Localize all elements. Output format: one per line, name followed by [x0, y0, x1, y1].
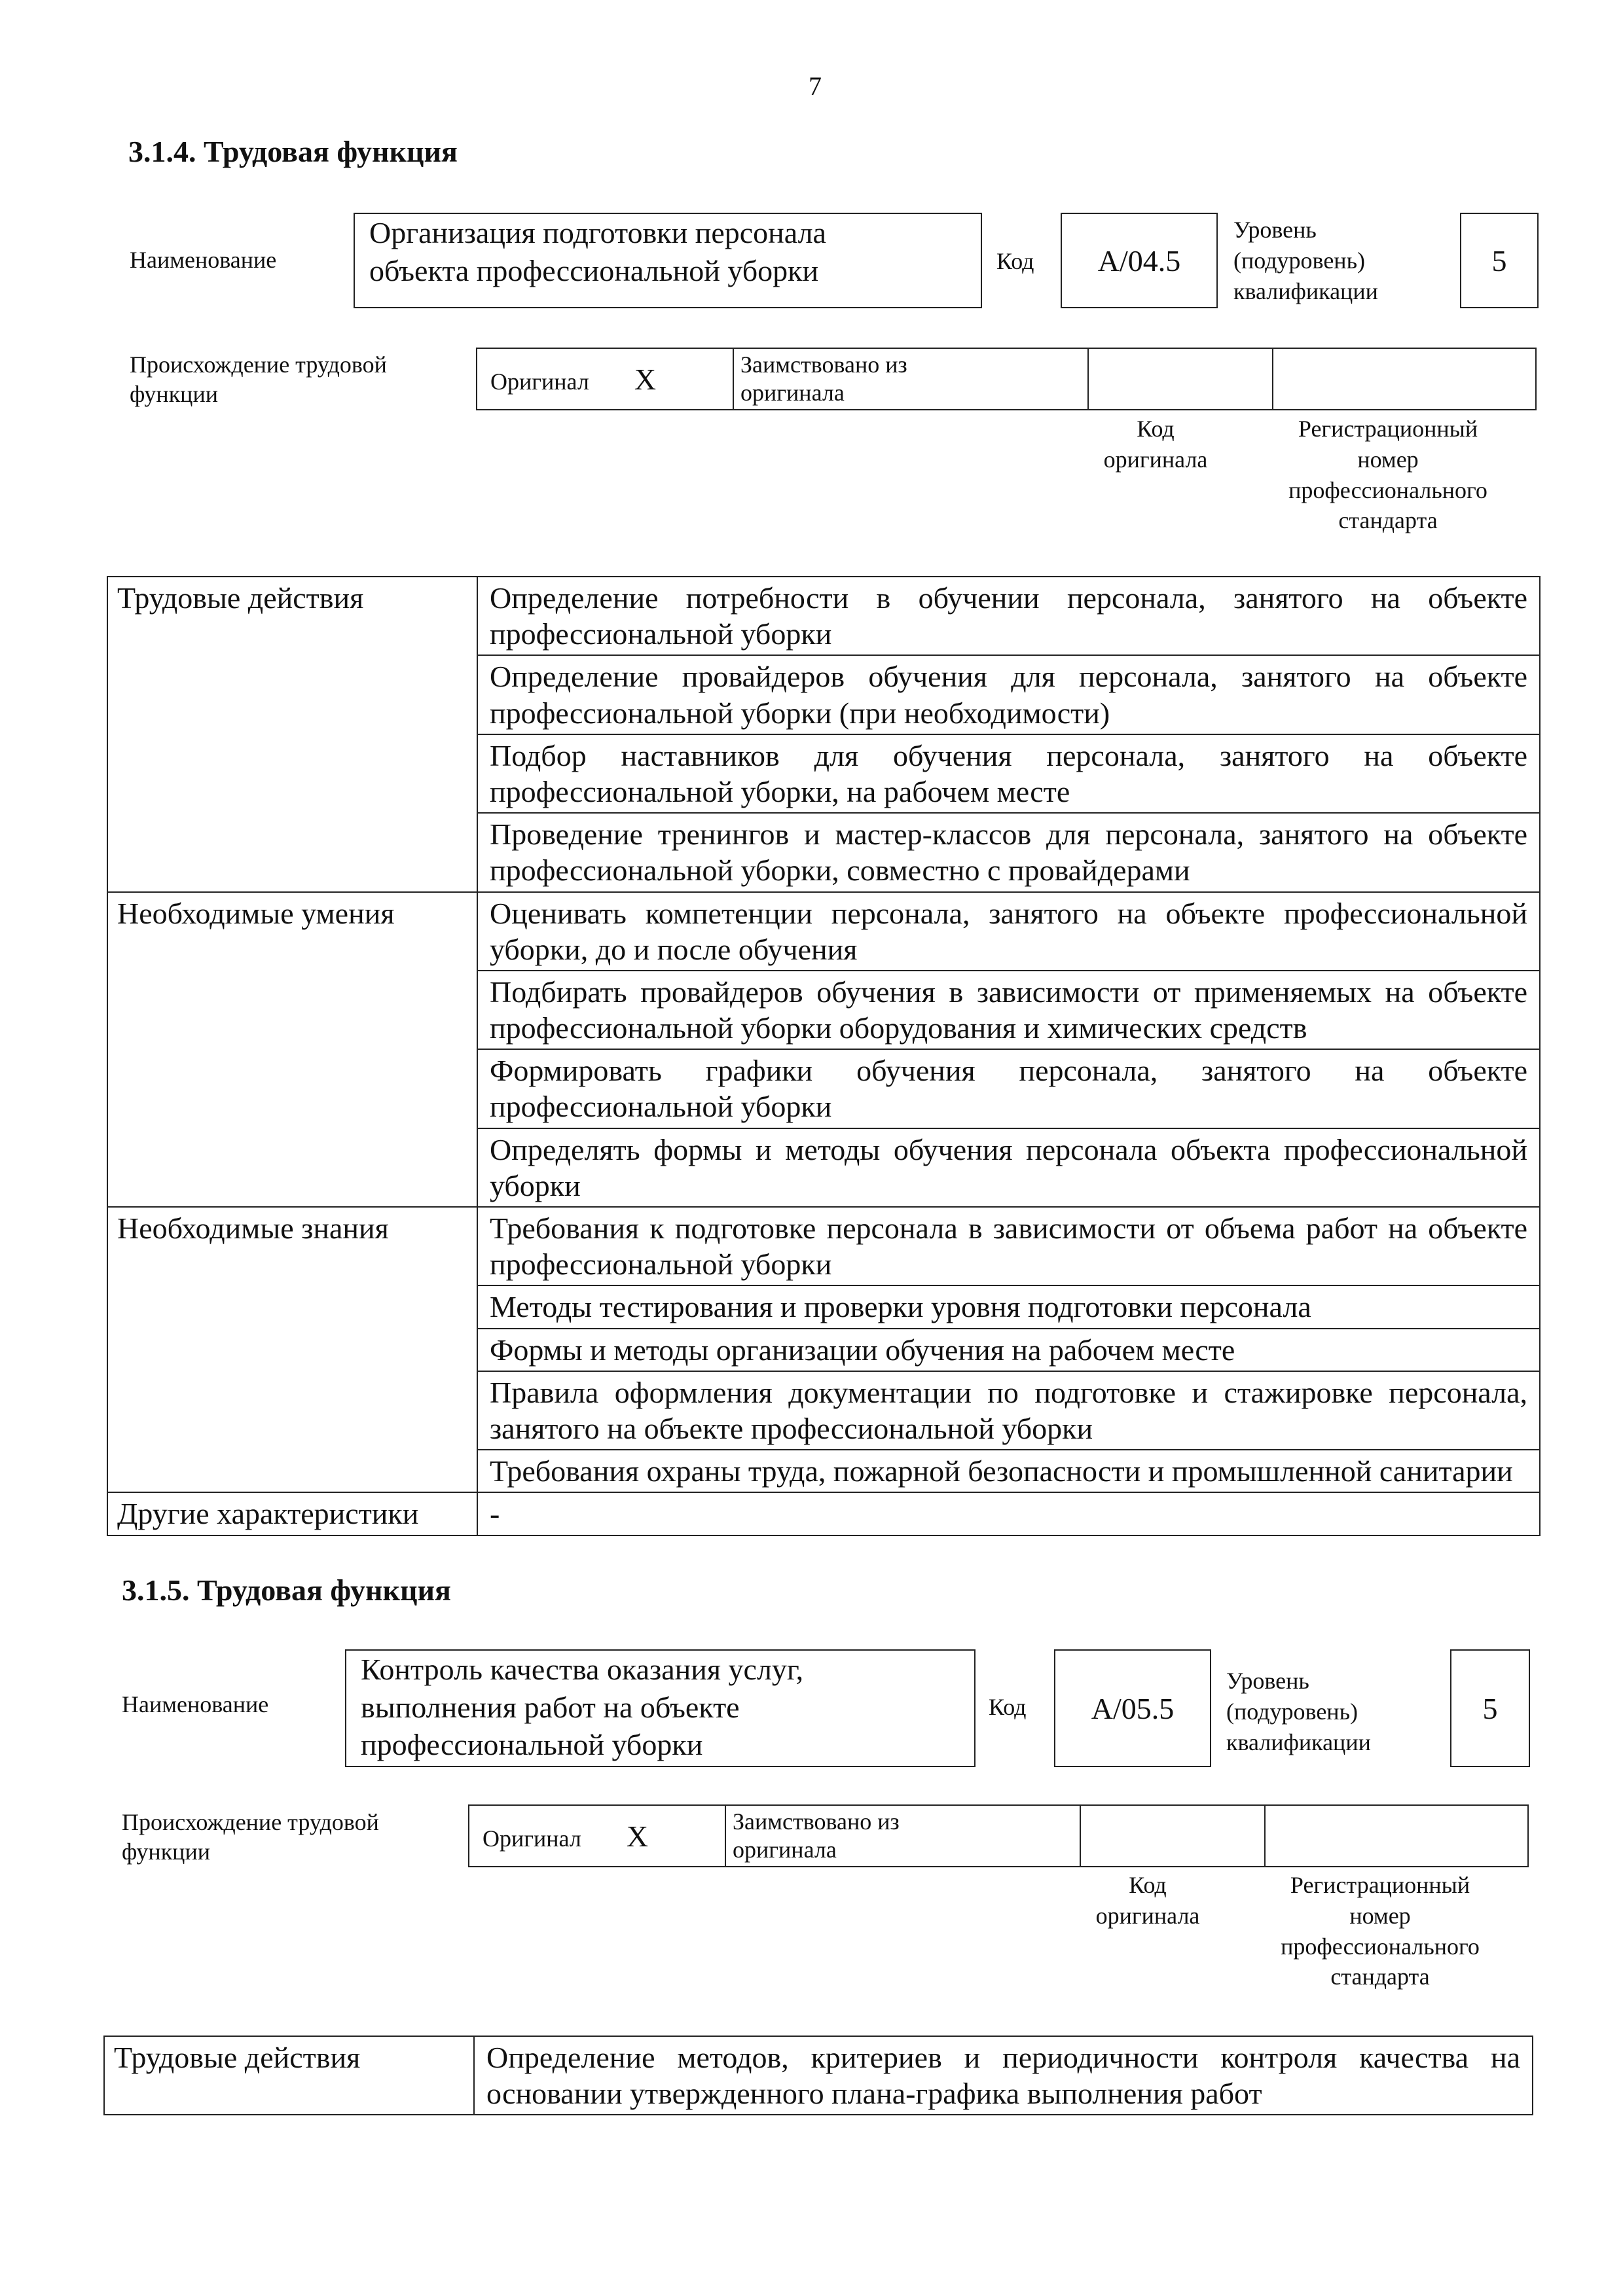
origin-label-line: функции	[130, 381, 218, 407]
origin-label	[130, 350, 387, 409]
page-number: 7	[809, 71, 822, 101]
labor-action: Определение провайдеров обучения для персонала, занятого на объекте профессиональной уборки (при необходимости)	[477, 655, 1540, 734]
original-label: Оригинал	[490, 368, 589, 395]
knowledge-label: Необходимые знания	[107, 1207, 477, 1492]
skill: Определять формы и методы обучения персонала объекта профессиональной уборки	[477, 1128, 1540, 1207]
table-row	[107, 1492, 1540, 1535]
knowledge-item: Требования охраны труда, пожарной безопасности и промышленной санитарии	[477, 1450, 1540, 1492]
original-cell	[477, 348, 733, 410]
function-name-line: объекта профессиональной уборки	[369, 253, 819, 287]
caption-line: Регистрационный	[1290, 1872, 1470, 1898]
reg-number-cell	[1265, 1805, 1528, 1867]
level-label-line: (подуровень)	[1226, 1698, 1358, 1725]
section-title: 3.1.4. Трудовая функция	[128, 135, 458, 168]
name-label: Наименование	[122, 1691, 269, 1717]
labor-action: Подбор наставников для обучения персонала, занятого на объекте профессиональной уборки, на рабочем месте	[477, 734, 1540, 813]
labor-action: Определение потребности в обучении персонала, занятого на объекте профессиональной уборки	[477, 577, 1540, 655]
labor-actions-label: Трудовые действия	[104, 2036, 474, 2115]
qualification-level-label	[1226, 1666, 1371, 1757]
code-label: Код	[996, 248, 1034, 274]
name-label: Наименование	[130, 247, 277, 273]
origin-label	[122, 1808, 379, 1867]
function-name-line: профессиональной уборки	[361, 1728, 703, 1761]
level-label-line: квалификации	[1226, 1729, 1371, 1755]
original-mark: Х	[634, 362, 657, 396]
original-code-caption	[1066, 1870, 1230, 1931]
borrowed-label-line: оригинала	[740, 380, 845, 406]
original-code-cell	[1088, 348, 1273, 410]
original-code-cell	[1080, 1805, 1265, 1867]
level-label-line: квалификации	[1233, 278, 1378, 304]
origin-table	[468, 1804, 1529, 1867]
knowledge-item: Формы и методы организации обучения на рабочем месте	[477, 1329, 1540, 1371]
original-mark: Х	[626, 1819, 649, 1853]
table-row	[107, 892, 1540, 971]
caption-line: оригинала	[1095, 1902, 1200, 1929]
knowledge-item: Методы тестирования и проверки уровня подготовки персонала	[477, 1285, 1540, 1328]
reg-number-caption	[1236, 1870, 1524, 1992]
origin-label-line: функции	[122, 1839, 210, 1865]
knowledge-item: Требования к подготовке персонала в зависимости от объема работ на объекте профессиональной уборки	[477, 1207, 1540, 1285]
borrowed-cell	[725, 1805, 1080, 1867]
table-row	[107, 1207, 1540, 1285]
caption-line: профессионального	[1288, 476, 1487, 503]
function-code: А/05.5	[1091, 1691, 1175, 1725]
labor-actions-label: Трудовые действия	[107, 577, 477, 892]
qualification-level-label	[1233, 215, 1378, 306]
borrowed-label-line: Заимствовано из	[733, 1808, 900, 1835]
borrowed-label-line: Заимствовано из	[740, 351, 907, 378]
function-code-box	[1054, 1649, 1211, 1767]
caption-line: номер	[1357, 446, 1419, 473]
function-name-line: Организация подготовки персонала	[369, 216, 826, 249]
level-label-line: Уровень	[1226, 1668, 1309, 1694]
caption-line: стандарта	[1330, 1964, 1430, 1990]
function-name-box	[345, 1649, 976, 1767]
skill: Оценивать компетенции персонала, занятого на объекте профессиональной уборки, до и после обучения	[477, 892, 1540, 971]
origin-table	[476, 348, 1537, 410]
labor-action: Проведение тренингов и мастер-классов для персонала, занятого на объекте профессиональной уборки, совместно с провайдерами	[477, 813, 1540, 891]
section-title: 3.1.5. Трудовая функция	[122, 1573, 451, 1607]
original-label: Оригинал	[483, 1825, 581, 1852]
qualification-level-box	[1460, 213, 1539, 308]
caption-line: Регистрационный	[1298, 416, 1478, 442]
original-code-caption	[1074, 414, 1237, 475]
function-code-box	[1061, 213, 1218, 308]
level-label-line: (подуровень)	[1233, 247, 1365, 274]
function-name-line: Контроль качества оказания услуг,	[361, 1653, 804, 1686]
skill: Формировать графики обучения персонала, занятого на объекте профессиональной уборки	[477, 1049, 1540, 1128]
borrowed-cell	[733, 348, 1088, 410]
caption-line: Код	[1129, 1872, 1167, 1898]
caption-line: стандарта	[1338, 507, 1438, 534]
skill: Подбирать провайдеров обучения в зависимости от применяемых на объекте профессиональной уборки оборудования и химических средств	[477, 971, 1540, 1049]
function-details-table	[107, 576, 1541, 1536]
qualification-level: 5	[1482, 1691, 1498, 1725]
caption-line: Код	[1137, 416, 1175, 442]
caption-line: номер	[1349, 1902, 1411, 1929]
original-cell	[469, 1805, 725, 1867]
other-characteristics-value: -	[477, 1492, 1540, 1535]
labor-action: Определение методов, критериев и периодичности контроля качества на основании утвержденного плана-графика выполнения работ	[474, 2036, 1533, 2115]
table-row	[107, 577, 1540, 655]
level-label-line: Уровень	[1233, 217, 1317, 243]
function-name-line: выполнения работ на объекте	[361, 1690, 740, 1724]
qualification-level: 5	[1491, 243, 1507, 278]
other-characteristics-label: Другие характеристики	[107, 1492, 477, 1535]
skills-label: Необходимые умения	[107, 892, 477, 1208]
function-details-table	[103, 2036, 1533, 2115]
knowledge-item: Правила оформления документации по подготовке и стажировке персонала, занятого на объекте профессиональной уборки	[477, 1371, 1540, 1450]
origin-label-line: Происхождение трудовой	[122, 1809, 379, 1835]
caption-line: оригинала	[1103, 446, 1208, 473]
function-code: А/04.5	[1097, 243, 1181, 278]
table-row	[104, 2036, 1533, 2115]
caption-line: профессионального	[1281, 1933, 1480, 1960]
qualification-level-box	[1450, 1649, 1530, 1767]
reg-number-cell	[1273, 348, 1536, 410]
origin-label-line: Происхождение трудовой	[130, 351, 387, 378]
code-label: Код	[989, 1694, 1027, 1720]
function-name-box	[354, 213, 982, 308]
borrowed-label-line: оригинала	[733, 1837, 837, 1863]
reg-number-caption	[1244, 414, 1532, 536]
